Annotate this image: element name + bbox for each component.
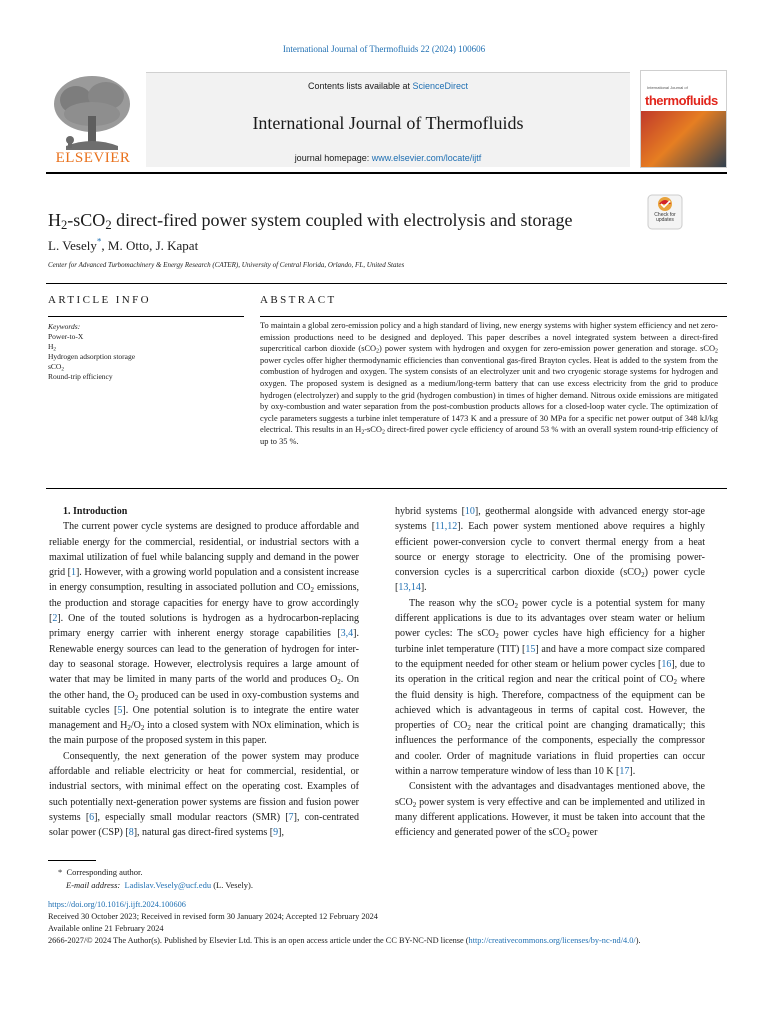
citation-link[interactable]: 11,12 [435, 521, 458, 533]
citation-link[interactable]: 8 [128, 827, 134, 839]
journal-cover-thumbnail[interactable] [640, 70, 727, 168]
citation-link[interactable]: 2 [52, 613, 58, 625]
keyword-item: $H_2$ [48, 342, 57, 353]
author-list [48, 238, 198, 254]
section-heading-introduction: 1. Introduction [63, 506, 128, 517]
keywords-heading: Keywords: [48, 322, 81, 331]
journal-banner [146, 72, 630, 167]
body-paragraph: Consistent with the advantages and disadvantages mentioned above, the sCO$_2$ power system is very effective and can be implemented and utilized in many different applications. However, it must be taken into account that the efficiency and generated power of the sCO$_2$ power [395, 781, 705, 839]
license-statement: 2666-2027/© 2024 The Author(s). Published by Elsevier Ltd. This is an open access article under the CC BY-NC-ND license (http://creativecommons.org/licenses/by-nc-nd/4.0/). [48, 936, 641, 945]
keyword-item: Hydrogen adsorption storage [48, 352, 136, 361]
citation-link[interactable]: 3,4 [340, 628, 354, 640]
citation-link[interactable]: 7 [288, 811, 294, 823]
keyword-item: sCO$_2$ [48, 362, 64, 373]
body-paragraph: hybrid systems [10], geothermal alongside with advanced energy stor-age systems [11,12]. Each power system mentioned above requires a highly efficient power-conversion cycle to convert thermal energy from a heat source or energy storage to electricity. One of the promising power-conversion cycles is a supercritical carbon dioxide (sCO$_2$) power cycle [13,14]. [395, 506, 705, 594]
body-column-right [395, 504, 705, 841]
cover-journal-name: thermofluids [645, 93, 718, 108]
publisher-name: ELSEVIER [55, 150, 131, 166]
keyword-list [48, 332, 135, 382]
masthead-rule [46, 172, 727, 174]
body-column-left [49, 504, 359, 841]
received-dates: Received 30 October 2023; Received in revised form 30 January 2024; Accepted 12 February 2024 [48, 912, 378, 921]
abstract-bottom-rule [46, 488, 727, 489]
keyword-item: Power-to-X [48, 332, 84, 341]
sciencedirect-link[interactable]: ScienceDirect [412, 81, 469, 91]
journal-homepage-link[interactable]: www.elsevier.com/locate/ijtf [371, 153, 482, 163]
article-title: $H_2-sCO_2$ direct-fired power system coupled with electrolysis and storage [48, 210, 573, 233]
journal-masthead [46, 70, 727, 168]
cover-subtitle: International Journal of [647, 85, 688, 90]
body-paragraph: The reason why the sCO$_2$ power cycle is a potential system for many different applications is due to its advantages over steam water or helium power cycles: The sCO$_2$ power cycles have high efficiency for a higher turbine inlet temperature (TIT) [15] and have a more compact size compared to the equipment needed for other steam or helium power cycles [16], due to its operation in the critical region and near the critical point of $CO_2$ where the fluid density is high. Therefore, compactness of the equipment can be achieved which is advantageous in terms of capital cost. However, the properties of $CO_2$ near the critical point are changing dramatically; this influences the performance of the components, especially the compressor and cooler. Order of magnitude variations in fluid properties can occur within a narrow temperature window of less than 10 K [17]. [395, 597, 706, 778]
citation-link[interactable]: 9 [273, 827, 279, 839]
doi-link[interactable]: https://doi.org/10.1016/j.ijft.2024.100606 [48, 900, 186, 909]
abstract-text: To maintain a global zero-emission policy and a high standard of living, new energy systems with higher system efficiency and net zero-emission productions need to be designed and deployed. This paper describes a novel integrated system between a direct-fired supercritical carbon dioxide (sCO$_2$) power system with hydrogen and oxygen for zero-emission power generation and storage. sCO$_2$ power cycles offer higher thermodynamic efficiencies than conventional gas-fired Brayton cycles. Heat is added to the system from the combustion of hydrogen and oxygen. The system consists of an electrolyzer unit and two cryogenic storage systems for hydrogen and oxygen. The proposed system is designed as a medium/long-term battery that can use excess electricity from the grid to produce hydrogen (electrolyzer) and supply to the grid (hydrogen combustion) in times of higher demand. Nitrous oxide emissions are mitigated by oxy-combustion and water separation from the post-combustion products allows for a closed-loop water cycle. The optimization of cycle parameters suggests a turbine inlet temperature of 1473 K and a pressure of 30 MPa for a specific net power output of 348 kJ/kg electrical. This results in an $H_2-sCO_2$ direct-fired power cycle efficiency of around 53 % with an overall system round-trip efficiency of up to 35 %. [260, 321, 718, 446]
footnote-email: E-mail address: Ladislav.Vesely@ucf.edu (L. Vesely). [66, 880, 253, 890]
footnote-corresponding: * Corresponding author. [58, 867, 143, 877]
affiliation: Center for Advanced Turbomachinery & Energy Research (CATER), University of Central Florida, Orlando, FL, United States [48, 261, 405, 269]
citation-link[interactable]: 16 [661, 658, 672, 670]
email-link[interactable]: Ladislav.Vesely@ucf.edu [124, 880, 212, 890]
homepage-prefix: journal homepage: [294, 153, 372, 163]
body-paragraph: Consequently, the next generation of the power system may produce affordable and reliable electricity or heat for commercial, residential, or industrial sectors, with minimal effect on the operating cost. Examples of such potentially next-generation power systems are fission and fusion power systems [6], especially small modular reactors (SMR) [7], con-centrated solar power (CSP) [8], natural gas direct-fired systems [9], [49, 750, 359, 839]
check-for-updates-label: Check for updates [654, 212, 676, 223]
abstract-heading: ABSTRACT [260, 294, 337, 306]
contents-line [146, 81, 630, 91]
abstract-rule [260, 316, 727, 317]
citation-link[interactable]: 5 [117, 704, 123, 716]
footnote-rule [48, 860, 96, 861]
body-paragraph: The current power cycle systems are designed to produce affordable and reliable energy for the commercial, residential, or industrial sectors with a maximal utilization of fuel while balancing supply and demand in the power grid [1]. However, with a growing world population and a consistent increase in energy consumption, resulting in associated pollution and $CO_2$ emissions, the production and storage capacities for energy have to grow accordingly [2]. One of the touted solutions is hydrogen as a hydrocarbon-replacing primary energy carrier with inherent energy storage capabilities [3,4]. Renewable energy sources can lead to the generation of hydrogen for inter-day to seasonal storage. However, electrolysis requires a large amount of water that may be limited in many parts of the world and produces $O_2$. On the other hand, the $O_2$ produced can be used in oxy-combustion systems and suitable cycles [5]. One potential solution is to integrate the entire water management and $H_2/O_2$ into a closed system with NOx elimination, which is the main purpose of the proposed system in this paper. [49, 521, 360, 747]
citation-link[interactable]: 13,14 [398, 582, 421, 594]
cover-artwork [641, 111, 726, 168]
article-info-heading: ARTICLE INFO [48, 294, 151, 306]
citation-link[interactable]: 6 [89, 811, 95, 823]
citation-link[interactable]: 15 [525, 643, 536, 655]
keyword-item: Round-trip efficiency [48, 372, 113, 381]
article-info-rule [48, 316, 244, 317]
affiliation-rule [46, 283, 727, 284]
available-online-date: Available online 21 February 2024 [48, 924, 164, 933]
journal-title: International Journal of Thermofluids [252, 113, 524, 133]
citation-link[interactable]: 1 [70, 567, 76, 579]
homepage-line [146, 153, 630, 163]
co-authors: , M. Otto, J. Kapat [101, 238, 199, 253]
citation-link[interactable]: 10 [464, 506, 475, 517]
citation-link[interactable]: 17 [619, 766, 630, 778]
lead-author[interactable]: L. Vesely [48, 238, 97, 253]
contents-prefix: Contents lists available at [307, 81, 413, 91]
license-link[interactable]: http://creativecommons.org/licenses/by-nc-nd/4.0/ [468, 936, 636, 945]
running-head[interactable]: International Journal of Thermofluids 22 (2024) 100606 [282, 44, 486, 54]
corresponding-author-mark[interactable]: * [96, 236, 102, 247]
